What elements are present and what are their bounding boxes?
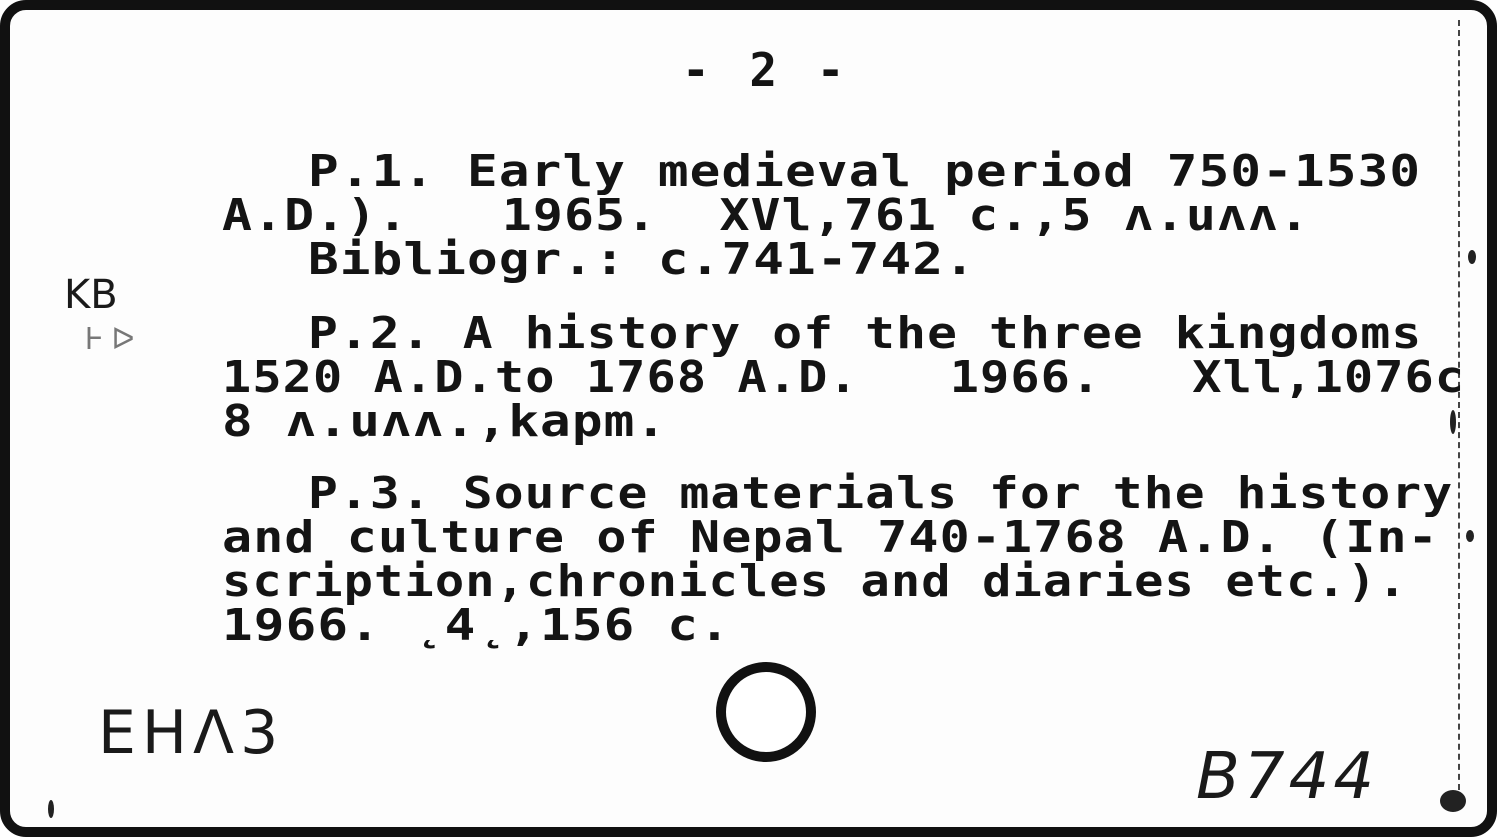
- entry-1-line-3: Bibliogr.: c.741-742.: [308, 234, 976, 285]
- scan-speck: [1466, 530, 1474, 542]
- card-edge-rule: [1458, 20, 1460, 800]
- page-number: - 2 -: [682, 43, 851, 97]
- scan-speck: [1440, 790, 1466, 812]
- entry-2-line-2: 1520 A.D.to 1768 A.D. 1966. Xll,1076c: [222, 352, 1466, 403]
- handwritten-faint-mark: Ꮀ ᐅ: [86, 322, 135, 357]
- handwritten-shelf-code: EHΛ3: [98, 698, 285, 768]
- entry-2-line-1: P.2. A history of the three kingdoms: [308, 308, 1423, 359]
- punch-hole: [716, 662, 816, 762]
- entry-3-line-3: scription,chronicles and diaries etc.).: [222, 556, 1408, 607]
- scan-speck: [1450, 410, 1456, 434]
- scan-speck: [48, 800, 54, 818]
- handwritten-kb-mark: KB: [64, 272, 118, 318]
- entry-2-line-3: 8 ʌ.uʌʌ.,kapm.: [222, 396, 668, 447]
- entry-1-line-1: P.1. Early medieval period 750-1530: [308, 146, 1422, 197]
- entry-3-line-2: and culture of Nepal 740-1768 A.D. (In-: [222, 512, 1439, 563]
- entry-3-line-4: 1966. ˛4˛,156 c.: [222, 600, 731, 651]
- handwritten-call-number: B744: [1196, 740, 1379, 814]
- entry-3-line-1: P.3. Source materials for the history: [308, 468, 1454, 519]
- entry-1-line-2: A.D.). 1965. XVl,761 c.,5 ʌ.uʌʌ.: [222, 190, 1311, 241]
- scan-speck: [1468, 250, 1476, 264]
